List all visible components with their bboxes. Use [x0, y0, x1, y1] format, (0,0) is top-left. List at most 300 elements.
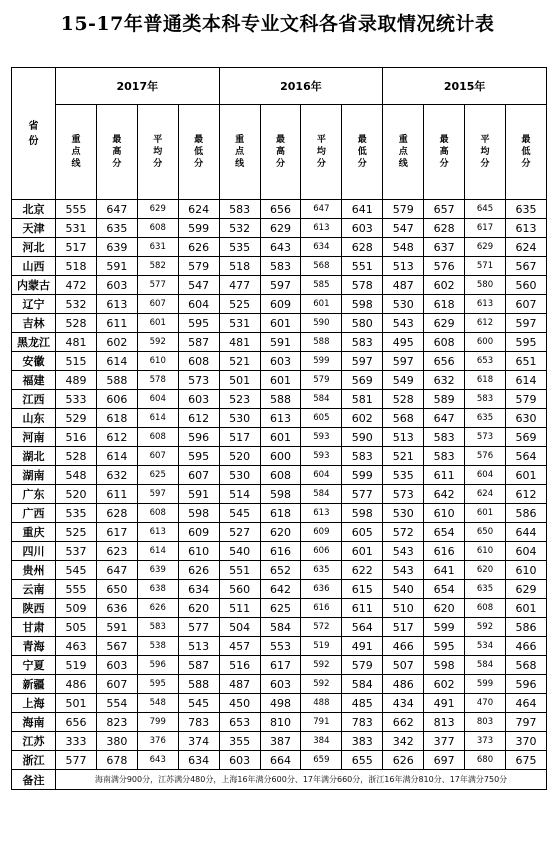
score-cell: 634	[301, 238, 342, 257]
score-cell: 588	[96, 371, 137, 390]
score-cell: 603	[96, 276, 137, 295]
province-name: 山东	[12, 409, 56, 428]
score-cell: 434	[383, 694, 424, 713]
column-header-label: 最低分	[194, 135, 204, 169]
table-row	[12, 200, 547, 219]
score-cell: 586	[505, 618, 546, 637]
score-cell: 588	[301, 333, 342, 352]
province-name: 北京	[12, 200, 56, 219]
score-cell: 654	[424, 523, 465, 542]
score-cell: 610	[424, 504, 465, 523]
score-cell: 577	[137, 276, 178, 295]
score-cell: 603	[260, 675, 301, 694]
score-cell: 603	[219, 751, 260, 770]
score-cell: 535	[56, 504, 97, 523]
score-cell: 513	[383, 257, 424, 276]
lowest-score-header	[505, 105, 546, 200]
column-header-label: 平均分	[480, 135, 490, 169]
table-row	[12, 523, 547, 542]
score-cell: 595	[137, 675, 178, 694]
score-cell: 551	[342, 257, 383, 276]
score-cell: 518	[56, 257, 97, 276]
score-cell: 823	[96, 713, 137, 732]
score-cell: 601	[260, 428, 301, 447]
average-score-header	[137, 105, 178, 200]
score-cell: 530	[219, 466, 260, 485]
score-cell: 521	[383, 447, 424, 466]
score-cell: 618	[424, 295, 465, 314]
score-cell: 491	[342, 637, 383, 656]
score-cell: 620	[178, 599, 219, 618]
score-cell: 628	[424, 219, 465, 238]
score-cell: 614	[137, 409, 178, 428]
score-cell: 654	[424, 580, 465, 599]
score-cell: 579	[342, 656, 383, 675]
score-cell: 582	[137, 257, 178, 276]
score-cell: 593	[301, 428, 342, 447]
score-cell: 609	[260, 295, 301, 314]
score-cell: 532	[219, 219, 260, 238]
score-cell: 629	[137, 200, 178, 219]
key-line-header	[219, 105, 260, 200]
score-cell: 599	[178, 219, 219, 238]
score-cell: 525	[56, 523, 97, 542]
score-cell: 611	[342, 599, 383, 618]
score-cell: 616	[260, 542, 301, 561]
score-cell: 617	[96, 523, 137, 542]
score-cell: 547	[178, 276, 219, 295]
score-cell: 555	[56, 580, 97, 599]
score-cell: 597	[383, 352, 424, 371]
score-cell: 525	[219, 295, 260, 314]
score-cell: 600	[465, 333, 506, 352]
table-row	[12, 390, 547, 409]
score-cell: 601	[505, 466, 546, 485]
score-cell: 486	[383, 675, 424, 694]
table-row	[12, 542, 547, 561]
score-cell: 614	[137, 542, 178, 561]
province-name: 贵州	[12, 561, 56, 580]
score-cell: 485	[342, 694, 383, 713]
score-cell: 602	[424, 675, 465, 694]
score-cell: 605	[301, 409, 342, 428]
score-cell: 504	[219, 618, 260, 637]
score-cell: 591	[96, 618, 137, 637]
score-cell: 578	[137, 371, 178, 390]
score-cell: 583	[424, 447, 465, 466]
score-cell: 620	[465, 561, 506, 580]
score-cell: 622	[342, 561, 383, 580]
score-cell: 511	[219, 599, 260, 618]
score-cell: 523	[219, 390, 260, 409]
score-cell: 505	[56, 618, 97, 637]
column-header-label: 重点线	[235, 135, 245, 169]
score-cell: 657	[424, 200, 465, 219]
score-cell: 531	[56, 219, 97, 238]
score-cell: 554	[96, 694, 137, 713]
score-cell: 590	[342, 428, 383, 447]
score-cell: 380	[96, 732, 137, 751]
score-cell: 601	[342, 542, 383, 561]
score-cell: 567	[96, 637, 137, 656]
average-score-header	[301, 105, 342, 200]
score-cell: 592	[137, 333, 178, 352]
score-cell: 553	[260, 637, 301, 656]
year-header-2016: 2016年	[219, 68, 383, 105]
score-cell: 602	[96, 333, 137, 352]
score-cell: 659	[301, 751, 342, 770]
score-cell: 609	[301, 523, 342, 542]
score-cell: 567	[505, 257, 546, 276]
province-name: 河南	[12, 428, 56, 447]
table-row	[12, 257, 547, 276]
score-cell: 577	[342, 485, 383, 504]
score-cell: 599	[342, 466, 383, 485]
score-cell: 533	[56, 390, 97, 409]
score-cell: 584	[301, 485, 342, 504]
score-cell: 650	[96, 580, 137, 599]
score-cell: 601	[260, 314, 301, 333]
score-cell: 587	[178, 333, 219, 352]
province-name: 内蒙古	[12, 276, 56, 295]
score-cell: 631	[137, 238, 178, 257]
province-name: 甘肃	[12, 618, 56, 637]
score-cell: 613	[137, 523, 178, 542]
score-cell: 611	[96, 314, 137, 333]
score-cell: 620	[260, 523, 301, 542]
province-name: 上海	[12, 694, 56, 713]
score-cell: 520	[219, 447, 260, 466]
note-label: 备注	[12, 770, 56, 790]
score-cell: 599	[465, 675, 506, 694]
table-row	[12, 485, 547, 504]
score-cell: 595	[178, 447, 219, 466]
province-name: 江西	[12, 390, 56, 409]
score-cell: 518	[219, 257, 260, 276]
score-cell: 538	[137, 637, 178, 656]
score-cell: 614	[96, 352, 137, 371]
score-cell: 647	[96, 200, 137, 219]
score-cell: 626	[178, 561, 219, 580]
year-header-row	[12, 68, 547, 105]
score-cell: 637	[424, 238, 465, 257]
table-row	[12, 447, 547, 466]
score-cell: 529	[56, 409, 97, 428]
score-cell: 799	[137, 713, 178, 732]
score-cell: 532	[56, 295, 97, 314]
score-cell: 507	[383, 656, 424, 675]
admission-stats-table	[11, 67, 547, 790]
score-cell: 531	[219, 314, 260, 333]
score-cell: 628	[342, 238, 383, 257]
score-cell: 583	[260, 257, 301, 276]
column-header-label: 最低分	[357, 135, 367, 169]
score-cell: 608	[424, 333, 465, 352]
score-cell: 635	[465, 580, 506, 599]
province-name: 安徽	[12, 352, 56, 371]
score-cell: 606	[301, 542, 342, 561]
score-cell: 601	[505, 599, 546, 618]
score-cell: 564	[505, 447, 546, 466]
score-cell: 516	[56, 428, 97, 447]
score-cell: 583	[137, 618, 178, 637]
score-cell: 618	[260, 504, 301, 523]
score-cell: 617	[465, 219, 506, 238]
lowest-score-header	[178, 105, 219, 200]
score-cell: 602	[424, 276, 465, 295]
score-cell: 481	[219, 333, 260, 352]
score-cell: 613	[301, 219, 342, 238]
score-cell: 481	[56, 333, 97, 352]
year-header-2015: 2015年	[383, 68, 547, 105]
score-cell: 629	[424, 314, 465, 333]
score-cell: 607	[178, 466, 219, 485]
score-cell: 604	[137, 390, 178, 409]
score-cell: 543	[383, 561, 424, 580]
score-cell: 614	[505, 371, 546, 390]
score-cell: 377	[424, 732, 465, 751]
score-cell: 647	[424, 409, 465, 428]
score-cell: 595	[424, 637, 465, 656]
score-cell: 547	[383, 219, 424, 238]
score-cell: 629	[260, 219, 301, 238]
score-cell: 534	[465, 637, 506, 656]
score-cell: 612	[505, 485, 546, 504]
column-header-label: 最高分	[112, 135, 122, 169]
score-cell: 656	[424, 352, 465, 371]
score-cell: 543	[383, 314, 424, 333]
score-cell: 628	[96, 504, 137, 523]
score-cell: 528	[383, 390, 424, 409]
score-cell: 642	[260, 580, 301, 599]
table-row	[12, 352, 547, 371]
score-cell: 634	[178, 751, 219, 770]
province-name: 河北	[12, 238, 56, 257]
score-cell: 591	[178, 485, 219, 504]
average-score-header	[465, 105, 506, 200]
score-cell: 612	[178, 409, 219, 428]
score-cell: 537	[56, 542, 97, 561]
score-cell: 543	[383, 542, 424, 561]
column-header-label: 平均分	[316, 135, 326, 169]
table-row	[12, 751, 547, 770]
score-cell: 517	[219, 428, 260, 447]
score-cell: 644	[505, 523, 546, 542]
score-cell: 597	[342, 352, 383, 371]
score-cell: 608	[465, 599, 506, 618]
score-cell: 596	[505, 675, 546, 694]
score-cell: 579	[301, 371, 342, 390]
score-cell: 614	[96, 447, 137, 466]
score-cell: 486	[56, 675, 97, 694]
highest-score-header	[96, 105, 137, 200]
score-cell: 613	[260, 409, 301, 428]
score-cell: 579	[383, 200, 424, 219]
score-cell: 530	[383, 504, 424, 523]
score-cell: 498	[260, 694, 301, 713]
score-cell: 488	[301, 694, 342, 713]
score-cell: 630	[505, 409, 546, 428]
score-cell: 583	[342, 333, 383, 352]
score-cell: 601	[301, 295, 342, 314]
score-cell: 616	[424, 542, 465, 561]
score-cell: 639	[137, 561, 178, 580]
score-cell: 655	[342, 751, 383, 770]
page-title: 15-17年普通类本科专业文科各省录取情况统计表	[60, 13, 495, 35]
score-cell: 601	[137, 314, 178, 333]
score-cell: 653	[465, 352, 506, 371]
score-cell: 618	[465, 371, 506, 390]
score-cell: 585	[301, 276, 342, 295]
province-name: 黑龙江	[12, 333, 56, 352]
score-cell: 548	[137, 694, 178, 713]
score-cell: 626	[178, 238, 219, 257]
score-cell: 573	[178, 371, 219, 390]
province-name: 浙江	[12, 751, 56, 770]
score-cell: 384	[301, 732, 342, 751]
score-cell: 584	[301, 390, 342, 409]
table-row	[12, 580, 547, 599]
score-cell: 611	[96, 485, 137, 504]
score-cell: 583	[465, 390, 506, 409]
note-row	[12, 770, 547, 790]
score-cell: 528	[56, 447, 97, 466]
table-row	[12, 599, 547, 618]
score-cell: 612	[96, 428, 137, 447]
score-cell: 519	[301, 637, 342, 656]
score-cell: 577	[56, 751, 97, 770]
score-cell: 635	[465, 409, 506, 428]
score-cell: 664	[260, 751, 301, 770]
score-cell: 514	[219, 485, 260, 504]
score-cell: 599	[301, 352, 342, 371]
score-cell: 576	[424, 257, 465, 276]
score-cell: 613	[505, 219, 546, 238]
score-cell: 597	[260, 276, 301, 295]
table-row	[12, 466, 547, 485]
score-cell: 610	[178, 542, 219, 561]
table-row	[12, 333, 547, 352]
province-name: 吉林	[12, 314, 56, 333]
score-cell: 581	[342, 390, 383, 409]
score-cell: 595	[178, 314, 219, 333]
province-name: 湖南	[12, 466, 56, 485]
score-cell: 602	[342, 409, 383, 428]
score-cell: 579	[178, 257, 219, 276]
score-cell: 626	[137, 599, 178, 618]
score-cell: 568	[505, 656, 546, 675]
table-row	[12, 238, 547, 257]
score-cell: 568	[301, 257, 342, 276]
province-name: 四川	[12, 542, 56, 561]
score-cell: 535	[383, 466, 424, 485]
score-cell: 513	[178, 637, 219, 656]
table-row	[12, 295, 547, 314]
score-cell: 573	[465, 428, 506, 447]
score-cell: 678	[96, 751, 137, 770]
province-name: 云南	[12, 580, 56, 599]
score-cell: 797	[505, 713, 546, 732]
score-cell: 466	[383, 637, 424, 656]
score-cell: 596	[137, 656, 178, 675]
score-cell: 517	[383, 618, 424, 637]
score-cell: 603	[342, 219, 383, 238]
score-cell: 656	[260, 200, 301, 219]
score-cell: 592	[301, 675, 342, 694]
score-cell: 638	[137, 580, 178, 599]
province-name: 重庆	[12, 523, 56, 542]
score-cell: 604	[178, 295, 219, 314]
score-cell: 598	[342, 295, 383, 314]
score-cell: 568	[383, 409, 424, 428]
score-cell: 610	[465, 542, 506, 561]
score-cell: 355	[219, 732, 260, 751]
province-name: 广西	[12, 504, 56, 523]
column-header-row	[12, 105, 547, 200]
table-row	[12, 656, 547, 675]
score-cell: 530	[383, 295, 424, 314]
score-cell: 608	[260, 466, 301, 485]
score-cell: 569	[342, 371, 383, 390]
score-cell: 604	[465, 466, 506, 485]
province-name: 湖北	[12, 447, 56, 466]
score-cell: 616	[301, 599, 342, 618]
score-cell: 373	[465, 732, 506, 751]
table-row	[12, 371, 547, 390]
score-cell: 624	[465, 485, 506, 504]
province-name: 广东	[12, 485, 56, 504]
score-cell: 613	[465, 295, 506, 314]
score-cell: 612	[465, 314, 506, 333]
column-header-label: 最高分	[275, 135, 285, 169]
score-cell: 650	[465, 523, 506, 542]
score-cell: 596	[178, 428, 219, 447]
score-cell: 618	[96, 409, 137, 428]
score-cell: 643	[260, 238, 301, 257]
score-cell: 662	[383, 713, 424, 732]
score-cell: 603	[96, 656, 137, 675]
key-line-header	[383, 105, 424, 200]
score-cell: 549	[383, 371, 424, 390]
province-name: 新疆	[12, 675, 56, 694]
column-header-label: 最低分	[521, 135, 531, 169]
score-cell: 783	[178, 713, 219, 732]
province-name: 青海	[12, 637, 56, 656]
score-cell: 579	[505, 390, 546, 409]
score-cell: 489	[56, 371, 97, 390]
score-cell: 635	[301, 561, 342, 580]
score-cell: 607	[137, 295, 178, 314]
table-row	[12, 713, 547, 732]
score-cell: 595	[505, 333, 546, 352]
score-cell: 636	[96, 599, 137, 618]
score-cell: 586	[505, 504, 546, 523]
table-row	[12, 694, 547, 713]
score-cell: 587	[178, 656, 219, 675]
score-cell: 583	[342, 447, 383, 466]
highest-score-header	[424, 105, 465, 200]
score-cell: 652	[260, 561, 301, 580]
score-cell: 573	[383, 485, 424, 504]
score-cell: 810	[260, 713, 301, 732]
score-cell: 584	[465, 656, 506, 675]
score-cell: 610	[137, 352, 178, 371]
table-row	[12, 504, 547, 523]
score-cell: 607	[96, 675, 137, 694]
score-cell: 548	[56, 466, 97, 485]
score-cell: 583	[219, 200, 260, 219]
score-cell: 387	[260, 732, 301, 751]
